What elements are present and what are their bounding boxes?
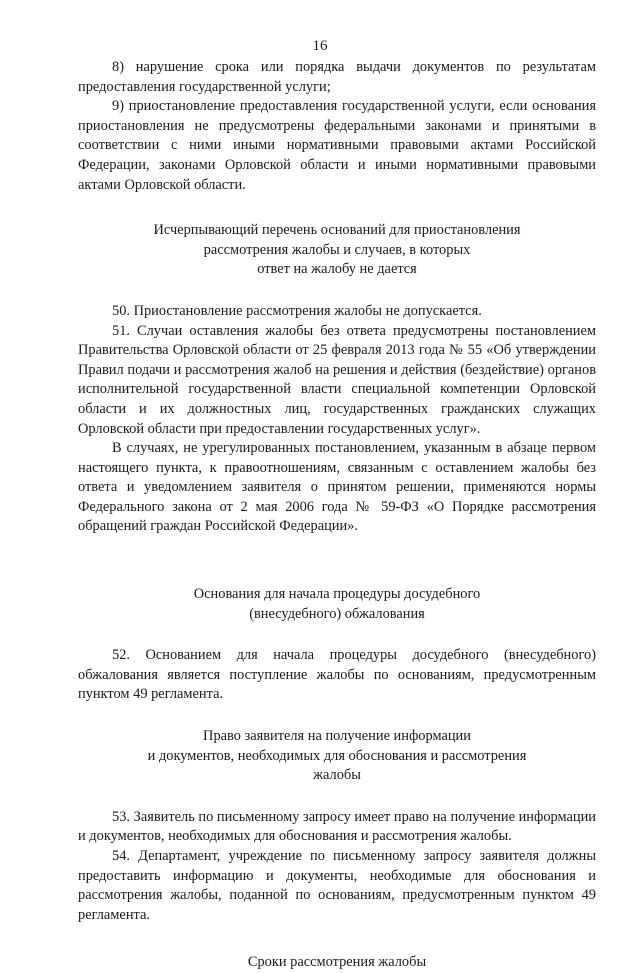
section-heading-right-to-info (78, 727, 596, 786)
heading-line: Исчерпывающий перечень оснований для приостановления (153, 222, 521, 239)
heading-line: ответ на жалобу не дается (257, 261, 417, 278)
heading-line: (внесудебного) обжалования (249, 605, 425, 622)
section-heading-terms: Сроки рассмотрения жалобы (247, 954, 427, 971)
page-number: 16 (312, 38, 328, 54)
heading-line: рассмотрения жалобы и случаев, в которых (203, 241, 471, 258)
section-heading-suspension (78, 221, 596, 280)
page-body (78, 58, 596, 973)
paragraph-51: 51. Случаи оставления жалобы без ответа предусмотрены постановлением Правительства Орловской области от 25 февраля 2013 года № 55 «Об утверждении Правил подачи и рассмотрения жалоб на решения и действия (бездействие) органов исполнительной государственной власти специальной компетенции Орловской области и их должностных лиц, государственных гражданских служащих Орловской области при предоставлении государственных услуг». (78, 322, 596, 437)
item-8: 8) нарушение срока или порядка выдачи документов по результатам предоставления государственной услуги; (78, 59, 596, 95)
paragraph-51-continued: В случаях, не урегулированных постановлением, указанным в абзаце первом настоящего пункта, к правоотношениям, связанным с оставлением жалобы без ответа и уведомлением заявителя о принятом решении, применяются нормы Федерального закона от 2 мая 2006 года № 59-ФЗ «О Порядке рассмотрения обращений граждан Российской Федерации». (78, 440, 596, 535)
heading-line: и документов, необходимых для обоснования и рассмотрения (147, 747, 527, 764)
paragraph-54: 54. Департамент, учреждение по письменному запросу заявителя должны предоставить информацию и документы, необходимые для обоснования и рассмотрения жалобы, поданной по основаниям, предусмотренным пунктом 49 регламента. (78, 848, 596, 923)
heading-line: жалобы (313, 767, 361, 784)
item-9: 9) приостановление предоставления государственной услуги, если основания приостановления не предусмотрены федеральными законами и принятыми в соответствии с ними иными нормативными правовыми актами Российской Федерации, законами Орловской области и иными нормативными правовыми актами Орловской области. (78, 98, 596, 193)
paragraph-50: 50. Приостановление рассмотрения жалобы не допускается. (112, 302, 482, 319)
heading-line: Право заявителя на получение информации (203, 728, 471, 745)
section-heading-grounds (78, 585, 596, 624)
heading-line: Основания для начала процедуры досудебного (193, 586, 481, 603)
paragraph-52: 52. Основанием для начала процедуры досудебного (внесудебного) обжалования является поступление жалобы по основаниям, предусмотренным пунктом 49 регламента. (78, 647, 596, 703)
paragraph-53: 53. Заявитель по письменному запросу имеет право на получение информации и документов, необходимых для обоснования и рассмотрения жалобы. (78, 808, 596, 845)
